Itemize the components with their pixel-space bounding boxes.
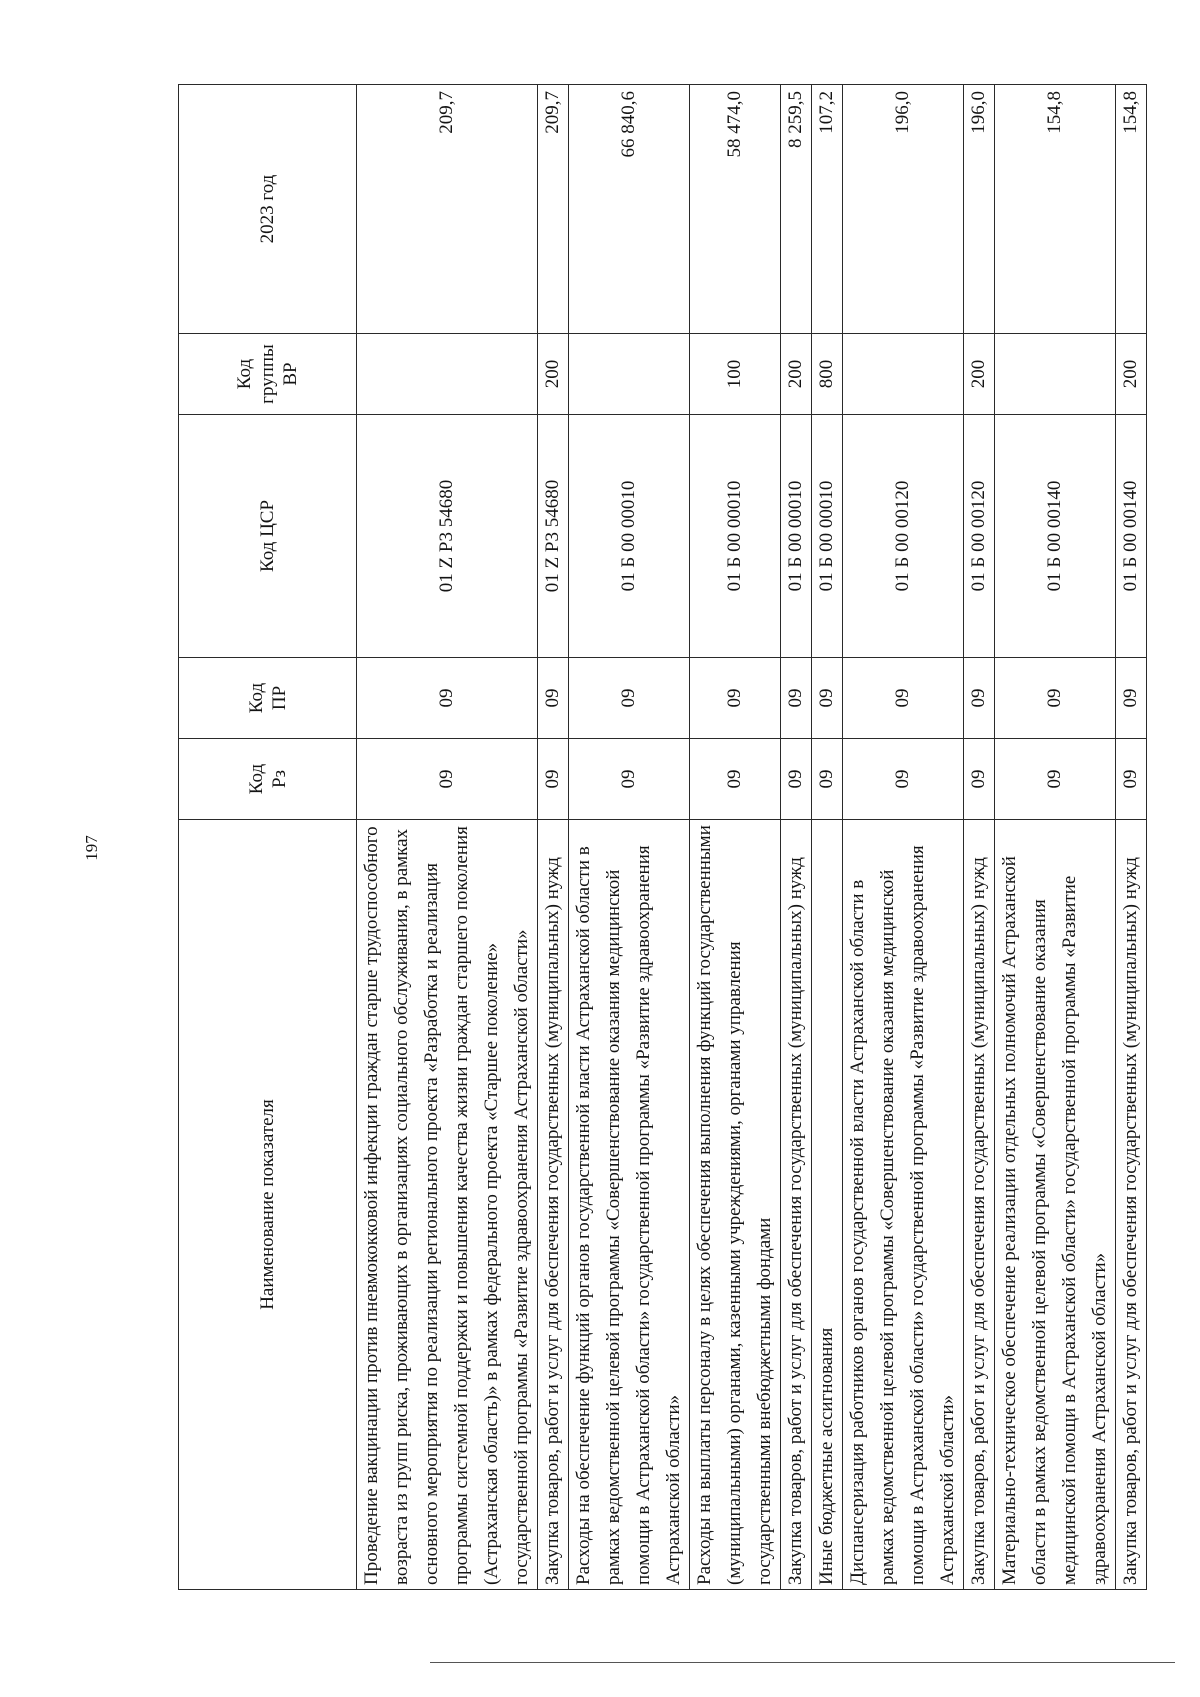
row-rz: 09 [812, 739, 843, 820]
row-pr: 09 [995, 658, 1116, 739]
row-rz: 09 [781, 739, 812, 820]
header-pr: Код ПР [179, 658, 357, 739]
row-amount: 107,2 [812, 85, 843, 334]
row-name: Закупка товаров, работ и услуг для обеспечения государственных (муниципальных) нужд [538, 820, 569, 1590]
row-csr: 01 Z P3 54680 [538, 415, 569, 658]
header-csr: Код ЦСР [179, 415, 357, 658]
row-rz: 09 [357, 739, 538, 820]
row-csr: 01 Б 00 00140 [1116, 415, 1147, 658]
row-csr: 01 Б 00 00010 [690, 415, 781, 658]
row-csr: 01 Б 00 00120 [964, 415, 995, 658]
row-pr: 09 [781, 658, 812, 739]
row-vr: 200 [538, 334, 569, 415]
row-csr: 01 Б 00 00140 [995, 415, 1116, 658]
row-amount: 154,8 [995, 85, 1116, 334]
header-vr: Код группы ВР [179, 334, 357, 415]
row-name: Материально-техническое обеспечение реализации отдельных полномочий Астраханской области в рамках ведомственной целевой программы «Совершенствование оказания медицинской помощи в Астраханской области» государственной программы «Развитие здравоохранения Астраханской области» [995, 820, 1116, 1590]
row-name: Расходы на обеспечение функций органов государственной власти Астраханской области в рамках ведомственной целевой программы «Совершенствование оказания медицинской помощи в Астраханской области» государственной программы «Развитие здравоохранения Астраханской области» [569, 820, 690, 1590]
row-pr: 09 [569, 658, 690, 739]
row-name: Закупка товаров, работ и услуг для обеспечения государственных (муниципальных) нужд [1116, 820, 1147, 1590]
row-name: Диспансеризация работников органов государственной власти Астраханской области в рамках ведомственной целевой программы «Совершенствование оказания медицинской помощи в Астраханской области» государственной программы «Развитие здравоохранения Астраханской области» [843, 820, 964, 1590]
row-amount: 8 259,5 [781, 85, 812, 334]
row-name: Иные бюджетные ассигнования [812, 820, 843, 1590]
row-csr: 01 Б 00 00120 [843, 415, 964, 658]
row-vr [995, 334, 1116, 415]
row-pr: 09 [690, 658, 781, 739]
page-number: 197 [82, 835, 101, 861]
row-pr: 09 [538, 658, 569, 739]
row-rz: 09 [1116, 739, 1147, 820]
row-amount: 154,8 [1116, 85, 1147, 334]
row-amount: 196,0 [843, 85, 964, 334]
table-row [781, 85, 812, 1590]
row-csr: 01 Z P3 54680 [357, 415, 538, 658]
table-row [538, 85, 569, 1590]
row-name: Проведение вакцинации против пневмококковой инфекции граждан старше трудоспособного возраста из групп риска, проживающих в организациях социального обслуживания, в рамках основного мероприятия по реализации регионального проекта «Разработка и реализация программы системной поддержки и повышения качества жизни граждан старшего поколения (Астраханская область)» в рамках федерального проекта «Старшее поколение» государственной программы «Развитие здравоохранения Астраханской области» [357, 820, 538, 1590]
row-vr: 200 [781, 334, 812, 415]
header-name: Наименование показателя [179, 820, 357, 1590]
table-row [812, 85, 843, 1590]
row-amount: 196,0 [964, 85, 995, 334]
rotated-table-frame [178, 85, 1141, 1590]
row-pr: 09 [1116, 658, 1147, 739]
table-row [1116, 85, 1147, 1590]
row-amount: 58 474,0 [690, 85, 781, 334]
header-rz: Код Рз [179, 739, 357, 820]
row-name: Закупка товаров, работ и услуг для обеспечения государственных (муниципальных) нужд [964, 820, 995, 1590]
row-amount: 209,7 [357, 85, 538, 334]
row-rz: 09 [538, 739, 569, 820]
table-row [843, 85, 964, 1590]
row-vr [843, 334, 964, 415]
row-pr: 09 [812, 658, 843, 739]
table-row [690, 85, 781, 1590]
row-rz: 09 [843, 739, 964, 820]
header-year: 2023 год [179, 85, 357, 334]
row-csr: 01 Б 00 00010 [569, 415, 690, 658]
row-name: Расходы на выплаты персоналу в целях обеспечения выполнения функций государственными (муниципальными) органами, казенными учреждениями, органами управления государственными внебюджетными фондами [690, 820, 781, 1590]
row-vr [357, 334, 538, 415]
row-amount: 66 840,6 [569, 85, 690, 334]
row-vr: 200 [1116, 334, 1147, 415]
row-csr: 01 Б 00 00010 [781, 415, 812, 658]
table-row [357, 85, 538, 1590]
row-vr: 200 [964, 334, 995, 415]
table-row [569, 85, 690, 1590]
row-amount: 209,7 [538, 85, 569, 334]
table-header-row [179, 85, 357, 1590]
row-name: Закупка товаров, работ и услуг для обеспечения государственных (муниципальных) нужд [781, 820, 812, 1590]
row-vr [569, 334, 690, 415]
table-row [995, 85, 1116, 1590]
row-rz: 09 [995, 739, 1116, 820]
budget-table [178, 84, 1147, 1590]
row-rz: 09 [690, 739, 781, 820]
row-pr: 09 [964, 658, 995, 739]
table-row [964, 85, 995, 1590]
row-vr: 800 [812, 334, 843, 415]
row-pr: 09 [843, 658, 964, 739]
row-rz: 09 [569, 739, 690, 820]
bottom-scan-rule [430, 1662, 1175, 1663]
row-csr: 01 Б 00 00010 [812, 415, 843, 658]
row-vr: 100 [690, 334, 781, 415]
row-rz: 09 [964, 739, 995, 820]
row-pr: 09 [357, 658, 538, 739]
